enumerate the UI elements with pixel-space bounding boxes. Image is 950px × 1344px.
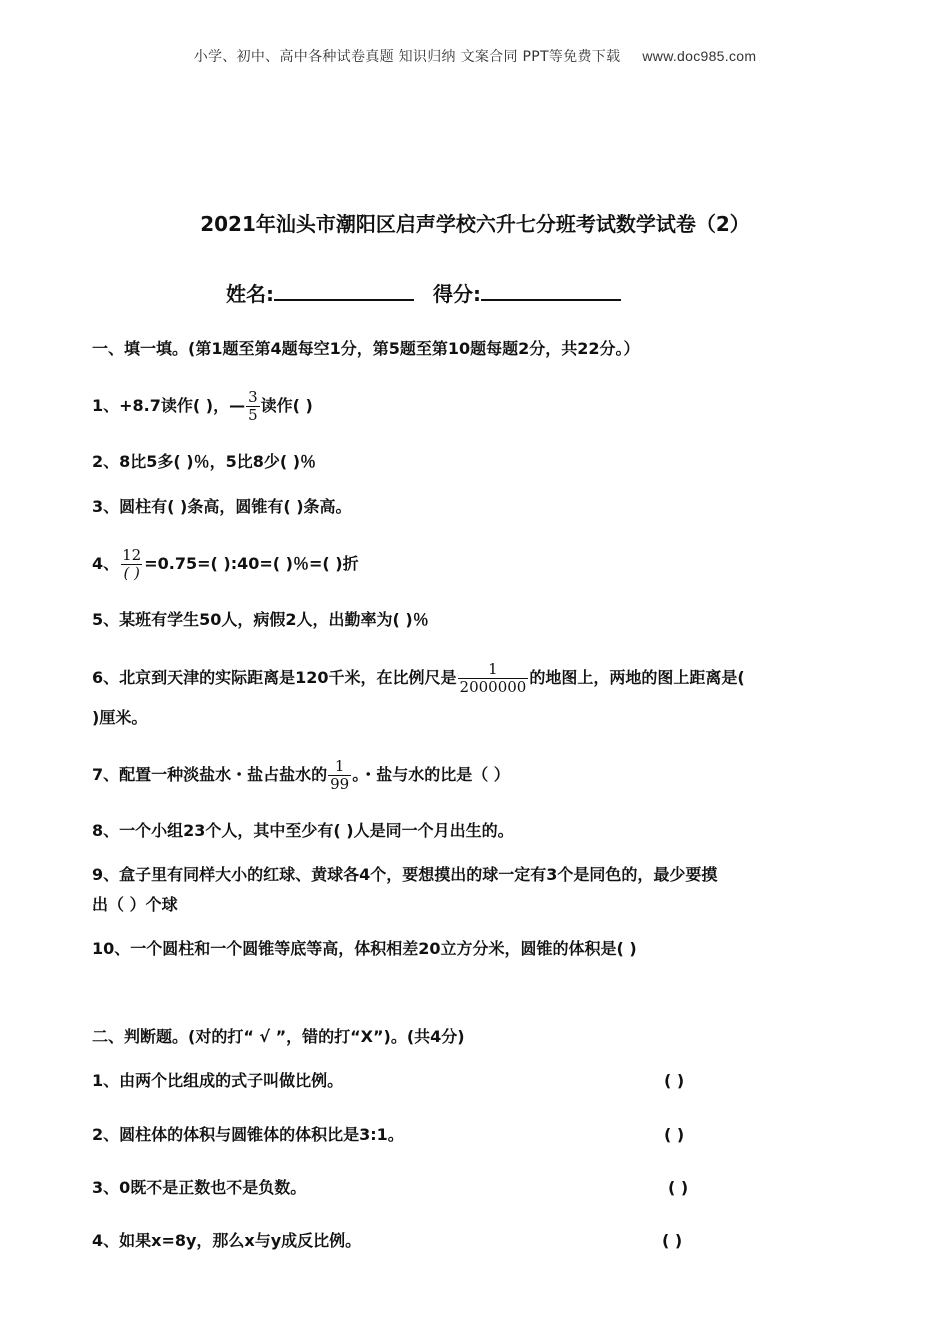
question-9: 9、盒子里有同样大小的红球、黄球各4个，要想摸出的球一定有3个是同色的，最少要摸 xyxy=(92,865,718,884)
question-10: 10、一个圆柱和一个圆锥等底等高，体积相差20立方分米，圆锥的体积是( ) xyxy=(92,939,637,958)
question-1: 1、+8.7读作( )，— $\frac{3}{5}$ 读作( ) xyxy=(92,388,313,424)
question-6-cont: )厘米。 xyxy=(92,708,148,727)
fraction-scale: $\frac{1}{2000000}$ xyxy=(459,660,527,696)
section1-heading: 一、填一填。(第1题至第4题每空1分，第5题至第10题每题2分，共22分。） xyxy=(92,339,640,358)
name-label: 姓名: xyxy=(226,282,274,306)
judge-answer-1[interactable]: ( ) xyxy=(664,1071,685,1090)
header-text: 小学、初中、高中各种试卷真题 知识归纳 文案合同 PPT等免费下载 xyxy=(193,49,621,65)
question-8: 8、一个小组23个人，其中至少有( )人是同一个月出生的。 xyxy=(92,821,514,840)
judge-item-4: 4、如果x=8y，那么x与y成反比例。 xyxy=(92,1231,362,1250)
judge-item-3: 3、0既不是正数也不是负数。 xyxy=(92,1178,307,1197)
question-4: 4、 $\frac{12}{( )}$ =0.75=( ):40=( )％=( )折 xyxy=(92,546,359,582)
question-7: 7、配置一种淡盐水・盐占盐水的 $\frac{1}{99}$ 。・盐与水的比是（ ） xyxy=(92,757,510,793)
fraction-12: $\frac{12}{( )}$ xyxy=(122,546,142,582)
name-score-row xyxy=(226,278,633,307)
question-5: 5、某班有学生50人，病假2人，出勤率为( )％ xyxy=(92,610,429,629)
judge-item-2: 2、圆柱体的体积与圆锥体的体积比是3:1。 xyxy=(92,1125,404,1144)
name-blank[interactable] xyxy=(274,281,414,301)
judge-answer-4[interactable]: ( ) xyxy=(662,1231,683,1250)
page-title: 2021年汕头市潮阳区启声学校六升七分班考试数学试卷（2） xyxy=(200,212,750,236)
fraction-3-5: $\frac{3}{5}$ xyxy=(248,388,258,424)
question-9-cont: 出（ ）个球 xyxy=(92,895,178,914)
judge-answer-2[interactable]: ( ) xyxy=(664,1125,685,1144)
score-blank[interactable] xyxy=(481,281,621,301)
question-3: 3、圆柱有( )条高，圆锥有( )条高。 xyxy=(92,497,352,516)
section2-heading: 二、判断题。(对的打“ √ ”，错的打“X”)。(共4分) xyxy=(92,1027,465,1046)
fraction-1-99: $\frac{1}{99}$ xyxy=(330,757,350,793)
judge-answer-3[interactable]: ( ) xyxy=(668,1178,689,1197)
score-label: 得分: xyxy=(432,282,481,306)
question-2: 2、8比5多( )％，5比8少( )％ xyxy=(92,452,317,471)
question-6: 6、北京到天津的实际距离是120千米，在比例尺是 $\frac{1}{2000000}$ 的地图上，两地的图上距离是( xyxy=(92,660,745,696)
header-site: www.doc985.com xyxy=(642,48,757,64)
judge-item-1: 1、由两个比组成的式子叫做比例。 xyxy=(92,1071,344,1090)
page-header xyxy=(0,46,950,66)
